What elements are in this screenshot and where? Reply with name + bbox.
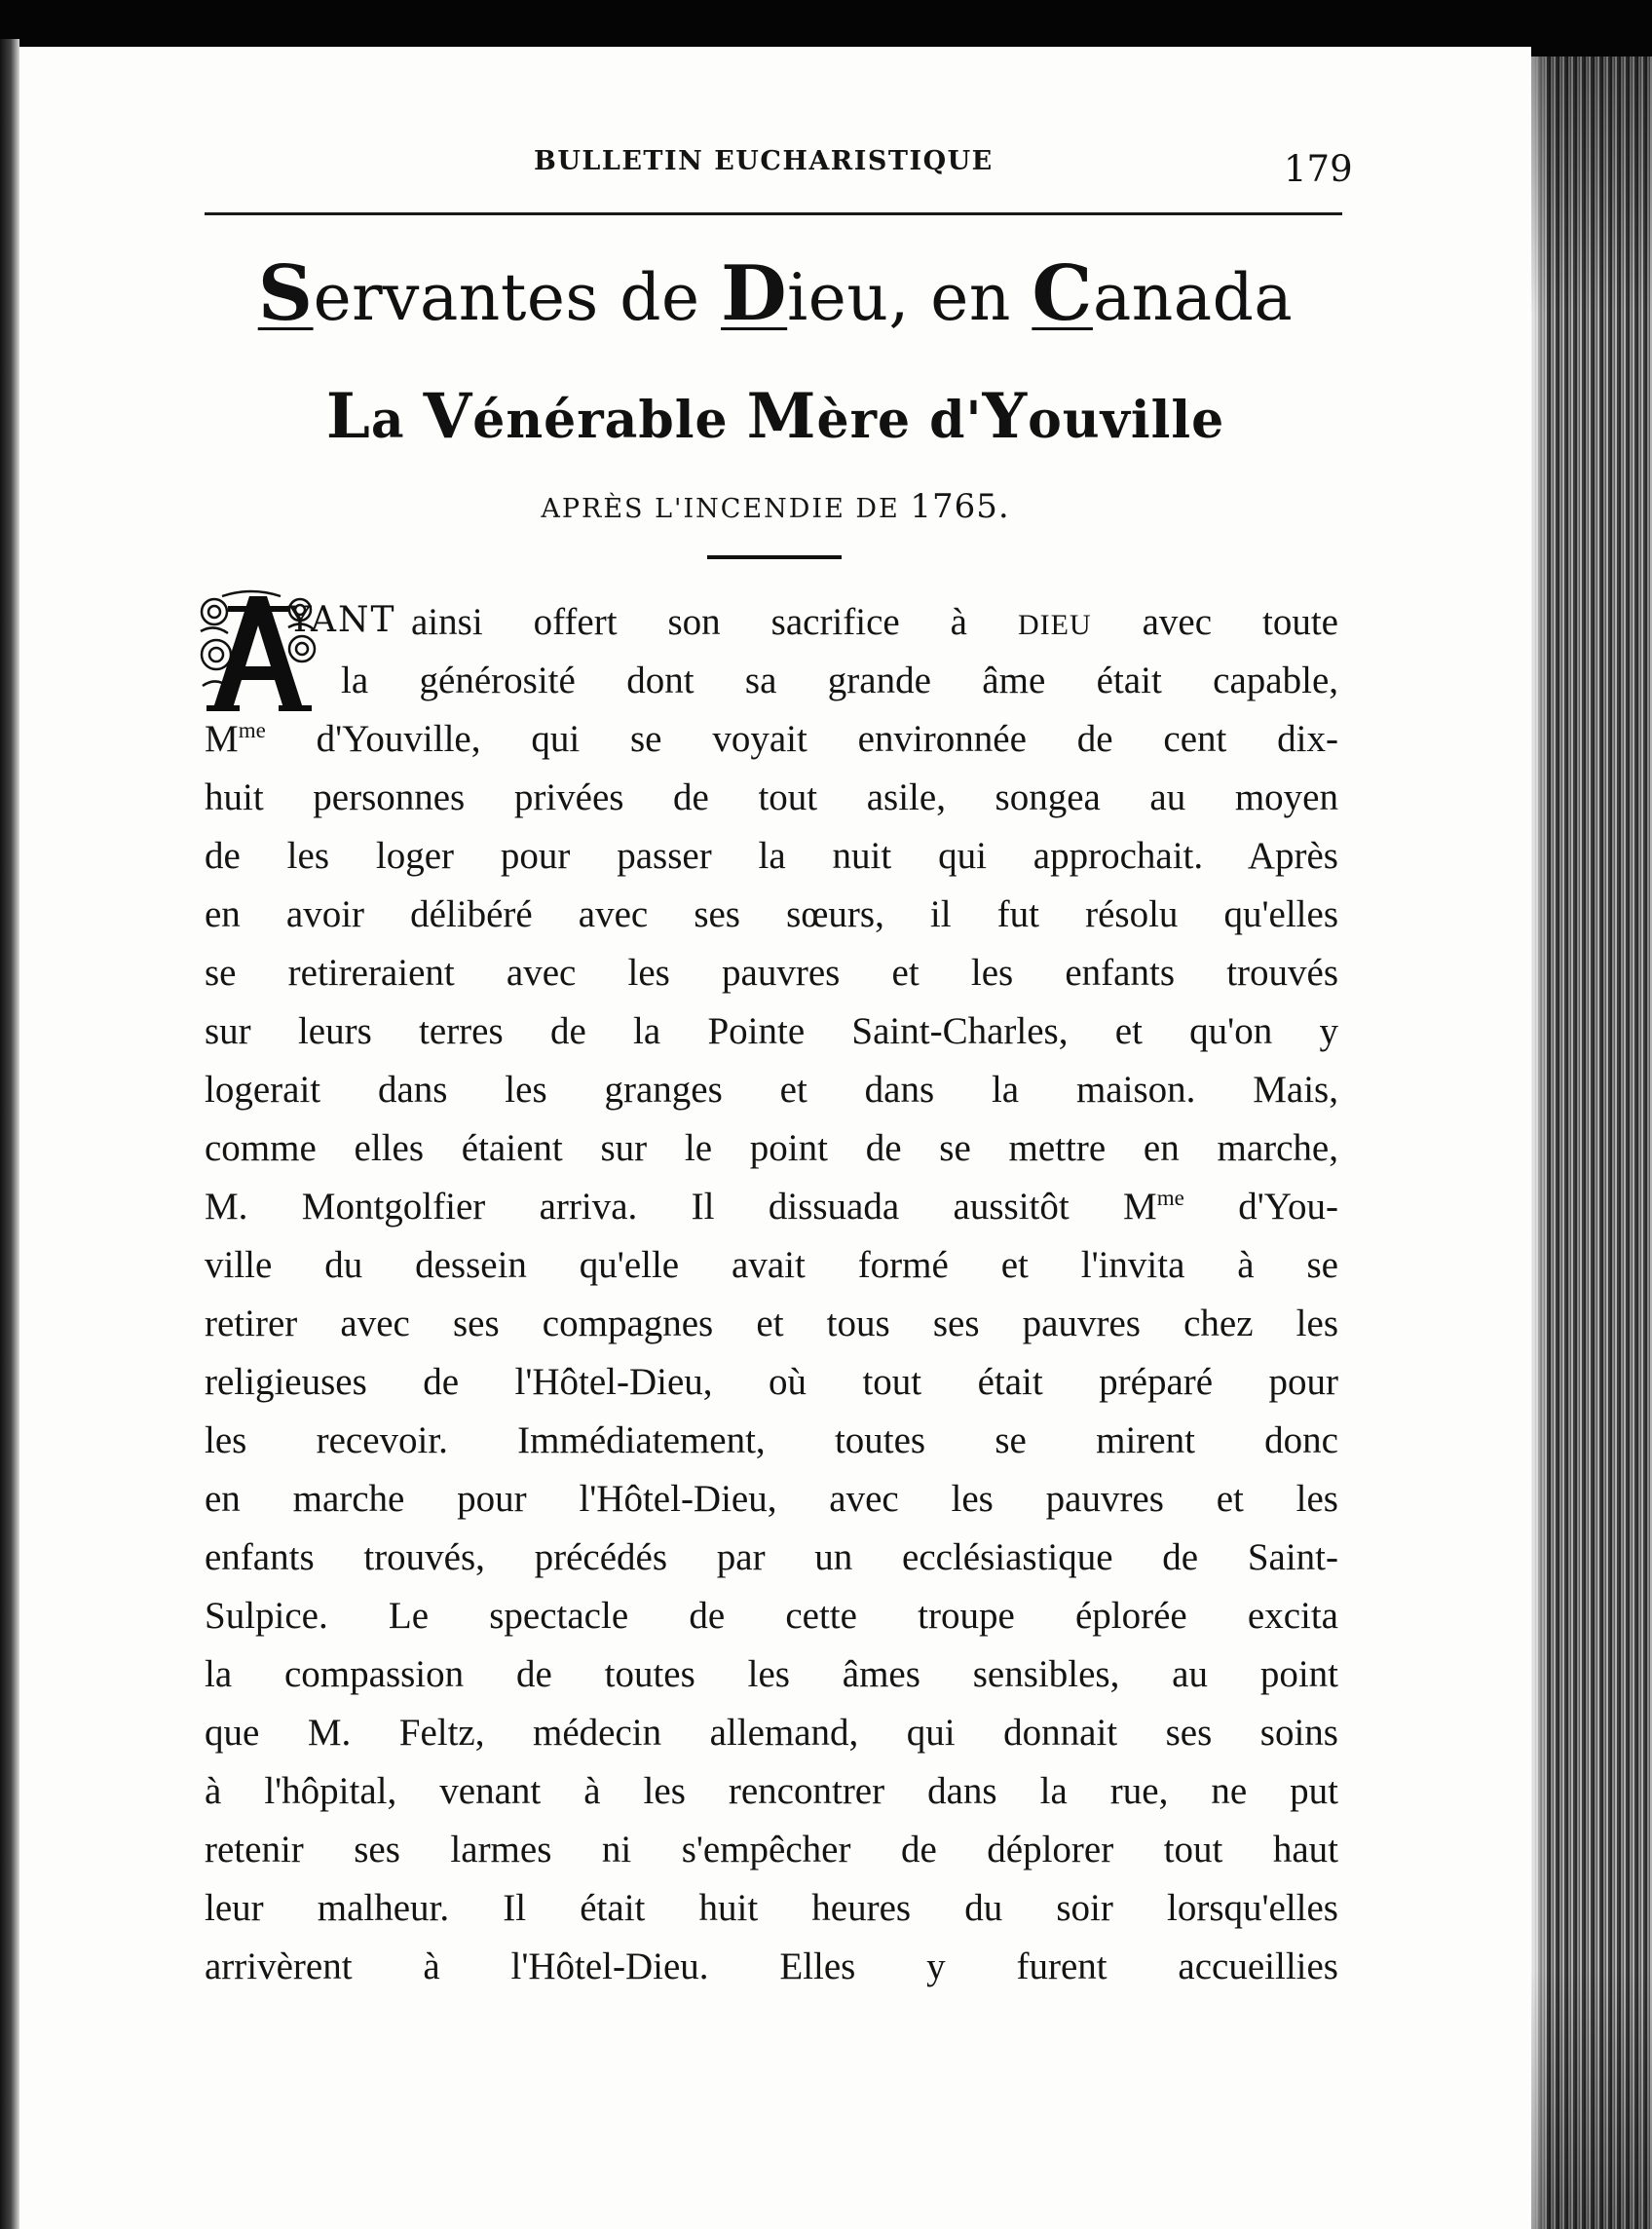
- text-line: les recevoir. Immédiatement, toutes se mirent donc: [205, 1419, 1338, 1461]
- text-line: enfants trouvés, précédés par un ecclésiastique de Saint-: [205, 1536, 1338, 1578]
- subtitle-text: a: [370, 391, 424, 450]
- text-line: en avoir délibéré avec ses sœurs, il fut résolu qu'elles: [205, 893, 1338, 935]
- title-text: anada: [1092, 260, 1294, 335]
- dateline-year: 1765.: [910, 487, 1010, 526]
- subtitle-text: énérable: [472, 391, 747, 450]
- text-line: $M^{me}$ d'Youville, qui se voyait environnée de cent dix-: [205, 718, 1338, 760]
- text-line: ville du dessein qu'elle avait formé et l'invita à se: [205, 1244, 1338, 1286]
- text-line: huit personnes privées de tout asile, songea au moyen: [205, 776, 1338, 818]
- text-line: leur malheur. Il était huit heures du soir lorsqu'elles: [205, 1887, 1338, 1929]
- title-initial-s: S: [257, 249, 314, 338]
- dateline: [0, 487, 1551, 526]
- section-divider-rule: [707, 555, 842, 559]
- subtitle-text: ouville: [1028, 391, 1225, 450]
- title-initial-d: D: [721, 249, 788, 338]
- subtitle-initial: L: [325, 380, 371, 453]
- title-text: ervantes de: [313, 260, 722, 335]
- article-subtitle: [0, 380, 1551, 453]
- text-line: que M. Feltz, médecin allemand, qui donnait ses soins: [205, 1712, 1338, 1754]
- text-line: Sulpice. Le spectacle de cette troupe éplorée excita: [205, 1595, 1338, 1637]
- article-title: [0, 249, 1551, 338]
- opening-word: YANT: [288, 600, 396, 640]
- title-initial-c: C: [1032, 249, 1093, 338]
- text-line: M. Montgolfier arriva. Il dissuada aussitôt $M^{me}$ d'You-: [205, 1186, 1338, 1228]
- running-head: BULLETIN EUCHARISTIQUE: [534, 146, 994, 176]
- book-gutter-shadow: [0, 39, 19, 2229]
- text-line: la générosité dont sa grande âme était capable,: [341, 660, 1338, 701]
- text-line: comme elles étaient sur le point de se mettre en marche,: [205, 1127, 1338, 1169]
- subtitle-initial: Y: [982, 380, 1029, 453]
- subtitle-initial: M: [746, 380, 817, 453]
- text-line: de les loger pour passer la nuit qui approchait. Après: [205, 835, 1338, 877]
- dateline-text: APRÈS L'INCENDIE DE: [541, 494, 911, 524]
- text-line: se retireraient avec les pauvres et les enfants trouvés: [205, 952, 1338, 994]
- title-text: ieu, en: [787, 260, 1032, 335]
- text-line: retirer avec ses compagnes et tous ses pauvres chez les: [205, 1303, 1338, 1344]
- subtitle-text: ère d': [816, 391, 983, 450]
- text-line: religieuses de l'Hôtel-Dieu, où tout était préparé pour: [205, 1361, 1338, 1403]
- text-line: la compassion de toutes les âmes sensibles, au point: [205, 1653, 1338, 1695]
- text-line: sur leurs terres de la Pointe Saint-Charles, et qu'on y: [205, 1010, 1338, 1052]
- text-line: en marche pour l'Hôtel-Dieu, avec les pauvres et les: [205, 1478, 1338, 1520]
- text-line: à l'hôpital, venant à les rencontrer dans la rue, ne put: [205, 1770, 1338, 1812]
- header-rule: [205, 212, 1342, 215]
- subtitle-initial: V: [423, 380, 473, 453]
- text-line: arrivèrent à l'Hôtel-Dieu. Elles y furent accueillies: [205, 1946, 1338, 1987]
- page-number: 179: [1284, 148, 1353, 190]
- text-line: logerait dans les granges et dans la maison. Mais,: [205, 1069, 1338, 1111]
- text-line: retenir ses larmes ni s'empêcher de déplorer tout haut: [205, 1829, 1338, 1870]
- text-line: ainsi offert son sacrifice à DIEU avec toute: [411, 601, 1338, 643]
